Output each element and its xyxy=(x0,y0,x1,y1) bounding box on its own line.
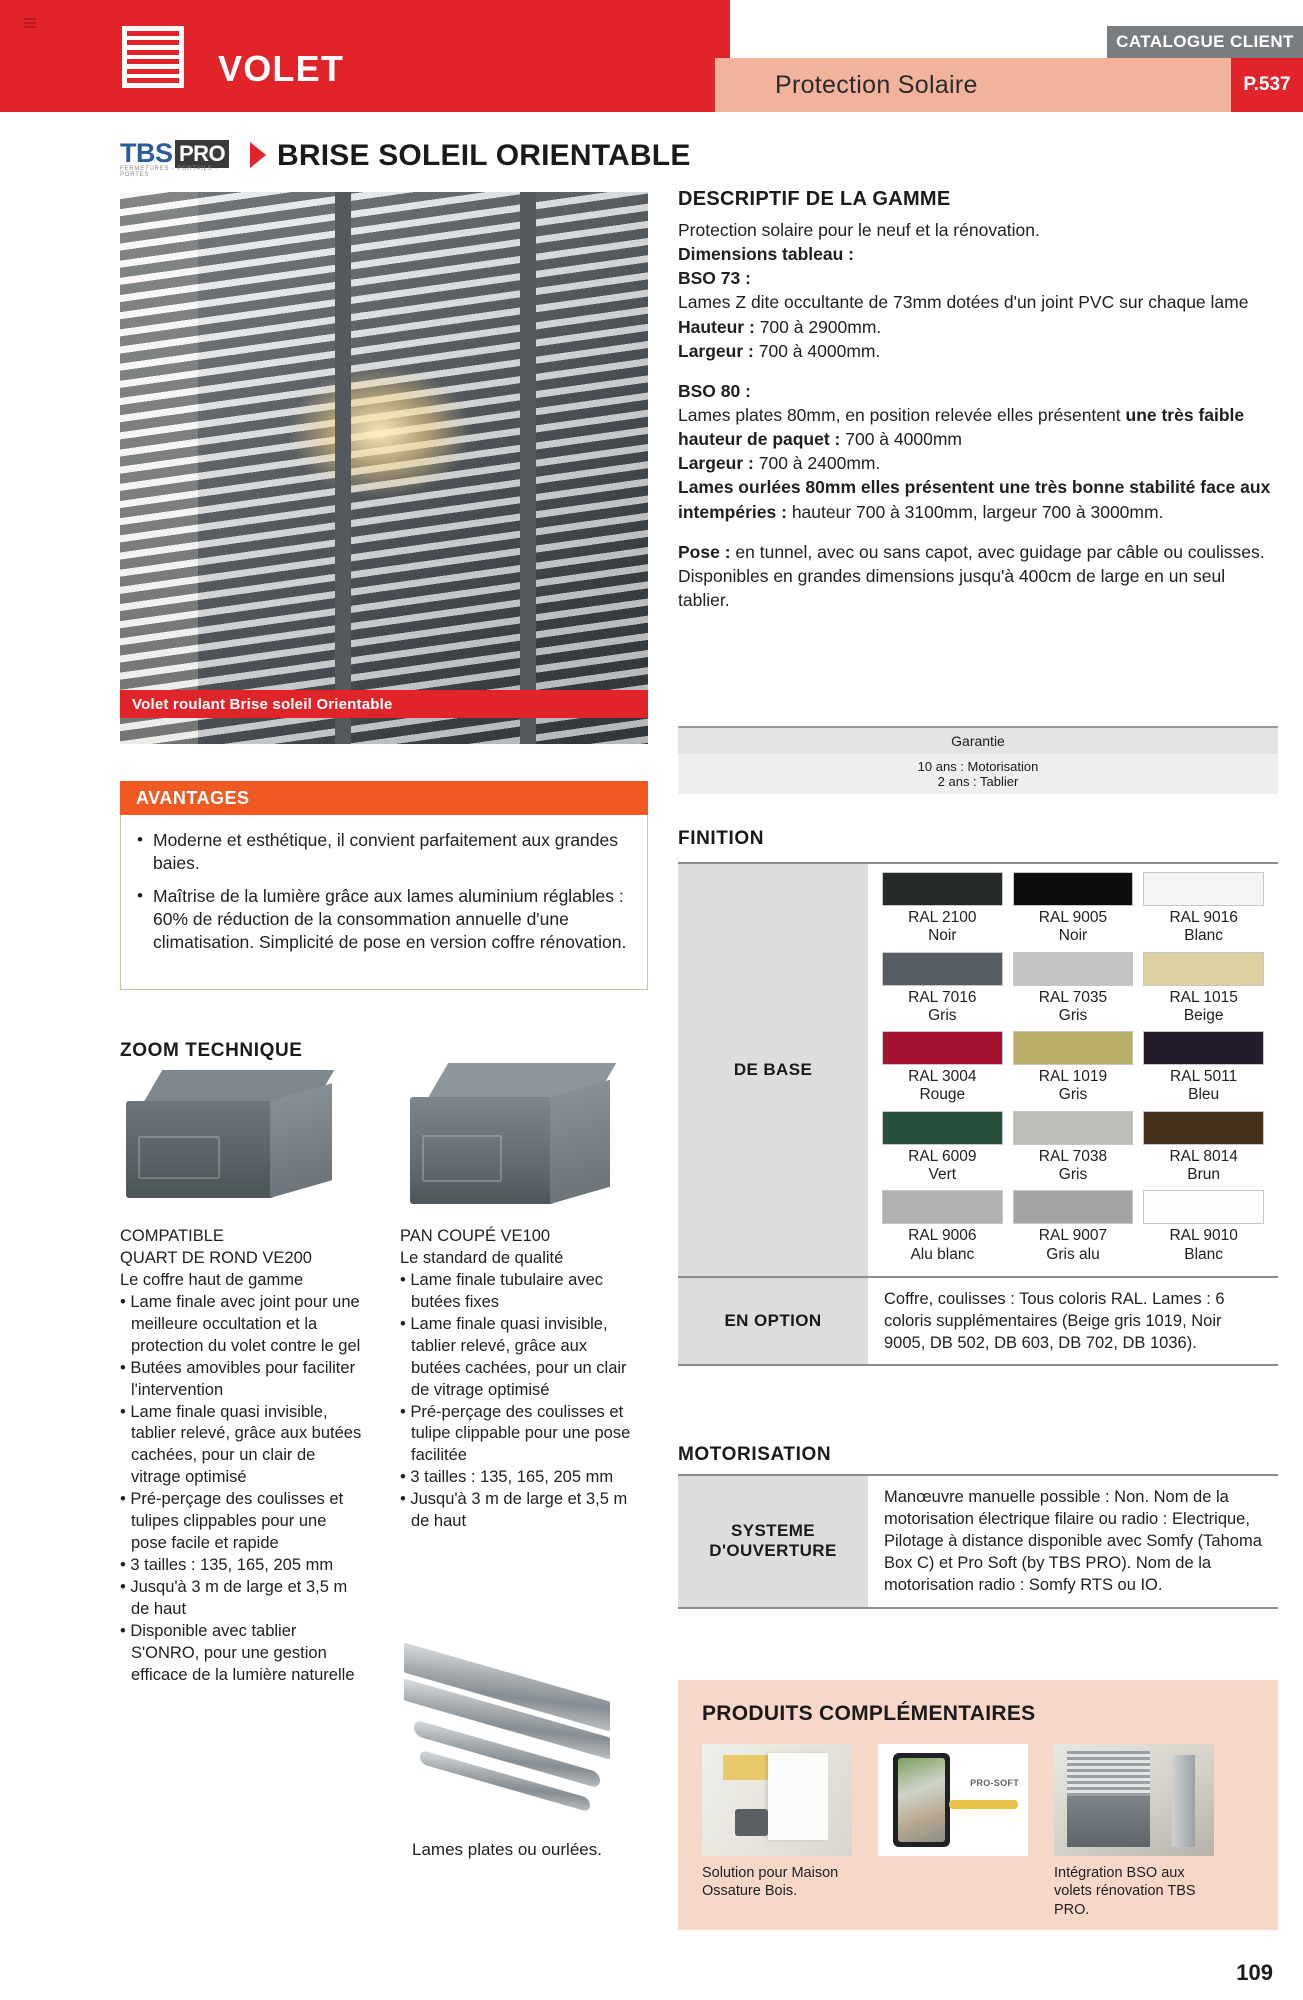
logo-tbs-text: TBS xyxy=(120,138,173,168)
color-swatch xyxy=(882,952,1003,1032)
swatch-chip xyxy=(1013,1111,1134,1145)
swatch-container xyxy=(868,864,1278,1276)
descriptif-body xyxy=(678,218,1278,612)
phone-screen xyxy=(898,1758,945,1842)
col-b-bullet: Jusqu'à 3 m de large et 3,5 m de haut xyxy=(410,1490,628,1531)
complementary-product-3[interactable] xyxy=(1054,1744,1214,1919)
swatch-label: RAL 9005 Noir xyxy=(1038,909,1108,945)
menu-dots-icon xyxy=(24,18,36,34)
zoom-technique-column-a xyxy=(120,1226,365,1687)
list-item: • 3 tailles : 135, 165, 205 mm xyxy=(120,1556,334,1575)
bso73-largeur-label: Largeur : xyxy=(678,340,754,361)
arrow-marker-icon xyxy=(250,142,266,168)
list-item xyxy=(137,829,631,875)
swatch-label: RAL 7016 Gris xyxy=(908,988,977,1024)
pose-value: en tunnel, avec ou sans capot, avec guidage par câble ou coulisses. xyxy=(735,541,1265,562)
swatch-label: RAL 5011 Bleu xyxy=(1170,1068,1238,1104)
swatch-label: RAL 9006 Alu blanc xyxy=(908,1227,977,1263)
swatch-chip xyxy=(1143,1190,1264,1224)
garantie-box xyxy=(678,726,1278,792)
avantages-list xyxy=(120,815,648,990)
swatch-chip xyxy=(882,872,1003,906)
swatch-label: RAL 1015 Beige xyxy=(1169,988,1238,1024)
systeme-ouverture-label: SYSTEME D'OUVERTURE xyxy=(678,1476,868,1607)
bso80-ourlees-label: Lames ourlées 80mm elles présentent une très bonne stabilité face aux intempéries : xyxy=(678,477,1271,522)
swatch-label: RAL 9010 Blanc xyxy=(1169,1227,1238,1263)
color-swatch xyxy=(882,872,1003,952)
pan-coupe-image xyxy=(410,1063,610,1211)
box-inset xyxy=(422,1135,503,1182)
bullet-icon: • xyxy=(137,886,143,906)
garantie-line-2: 2 ans : Tablier xyxy=(937,774,1019,789)
lames-caption: Lames plates ou ourlées. xyxy=(412,1840,602,1859)
shutter-icon xyxy=(122,26,184,88)
bso73-desc: Lames Z dite occultante de 73mm dotées d'un joint PVC sur chaque lame xyxy=(678,292,1249,313)
color-swatch xyxy=(1013,1111,1134,1191)
systeme-ouverture-text: Manœuvre manuelle possible : Non. Nom de la motorisation électrique filaire ou radio : Electrique, Pilotage à distance disponible avec Somfy (Tahoma Box C) et Pro Soft (by TBS PRO). Nom de la motorisation radio : Somfy RTS ou IO. xyxy=(884,1488,1262,1595)
logo-tagline: FERMETURES - PORTAILS - PORTES xyxy=(120,166,218,178)
col-a-subtitle: Le coffre haut de gamme xyxy=(120,1270,304,1289)
color-swatch xyxy=(1013,1031,1134,1111)
bso80-label: BSO 80 : xyxy=(678,380,751,401)
swatch-label: RAL 7035 Gris xyxy=(1038,988,1108,1024)
bso80-largeur-label: Largeur : xyxy=(678,453,754,474)
color-swatch xyxy=(1013,1190,1134,1270)
descriptif-heading: DESCRIPTIF DE LA GAMME xyxy=(678,188,951,210)
swatch-label: RAL 6009 Vert xyxy=(908,1147,977,1183)
avantages-heading: AVANTAGES xyxy=(120,781,648,815)
dimensions-label: Dimensions tableau : xyxy=(678,244,855,265)
avantage-text: Maîtrise de la lumière grâce aux lames aluminium réglables : 60% de réduction de la consommation annuelle d'une climatisation. Simplicité de pose en version coffre rénovation. xyxy=(153,886,627,953)
col-a-bullet: Lame finale avec joint pour une meilleure occultation et la protection du volet contre le gel xyxy=(130,1292,361,1355)
box-front-face xyxy=(126,1101,274,1198)
page-title: BRISE SOLEIL ORIENTABLE xyxy=(277,139,691,172)
garantie-header: Garantie xyxy=(678,728,1278,754)
col-b-bullet: Lame finale quasi invisible, tablier relevé, grâce aux butées cachées, pour un clair de vitrage optimisé xyxy=(410,1314,627,1399)
de-base-label: DE BASE xyxy=(678,864,868,1276)
complementary-product-1[interactable] xyxy=(702,1744,852,1901)
box-side-face xyxy=(550,1080,610,1204)
somfy-logo xyxy=(949,1800,1018,1809)
col-a-bullet: Disponible avec tablier S'ONRO, pour une gestion efficace de la lumière naturelle xyxy=(130,1621,355,1684)
thumb-accent xyxy=(723,1755,774,1780)
col-a-bullet: Butées amovibles pour faciliter l'intervention xyxy=(130,1358,356,1399)
tbs-pro-logo xyxy=(120,138,232,178)
section-band xyxy=(715,58,1231,112)
bso80-largeur-value: 700 à 2400mm. xyxy=(758,453,881,474)
motorisation-table xyxy=(678,1474,1278,1609)
color-swatch xyxy=(1143,1031,1264,1111)
swatch-chip xyxy=(1013,872,1134,906)
list-item: • Lame finale tubulaire avec butées fixes xyxy=(400,1270,603,1311)
swatch-chip xyxy=(1013,952,1134,986)
swatch-chip xyxy=(1013,1031,1134,1065)
lames-profile-image xyxy=(400,1650,620,1830)
page-ref-label: P.537 xyxy=(1243,74,1291,95)
bso73-label: BSO 73 : xyxy=(678,268,751,289)
photo-window-mullion xyxy=(520,192,536,744)
zoom-technique-heading: ZOOM TECHNIQUE xyxy=(120,1040,303,1061)
list-item: • Pré-perçage des coulisses et tulipe clippable pour une pose facilitée xyxy=(400,1402,631,1465)
color-swatch xyxy=(1143,1111,1264,1191)
finition-table xyxy=(678,862,1278,1366)
complementary-product-2[interactable] xyxy=(878,1744,1028,1864)
motorisation-heading: MOTORISATION xyxy=(678,1444,832,1465)
color-swatch xyxy=(1143,872,1264,952)
color-swatch xyxy=(882,1111,1003,1191)
swatch-chip xyxy=(1143,952,1264,986)
col-a-bullet: Lame finale quasi invisible, tablier relevé, grâce aux butées cachées, pour un clair de vitrage optimisé xyxy=(130,1402,362,1487)
bullet-icon: • xyxy=(137,830,143,849)
page-ref-badge xyxy=(1231,58,1303,112)
swatch-chip xyxy=(882,1190,1003,1224)
catalogue-badge: CATALOGUE CLIENT xyxy=(1107,26,1303,58)
bso73-hauteur-label: Hauteur : xyxy=(678,316,755,337)
photo-sun-glow xyxy=(290,367,470,497)
swatch-grid xyxy=(868,872,1278,1270)
col-b-bullet: Lame finale tubulaire avec butées fixes xyxy=(410,1270,603,1311)
swatch-chip xyxy=(1143,872,1264,906)
en-option-content xyxy=(868,1278,1278,1364)
swatch-chip xyxy=(1143,1111,1264,1145)
pro-soft-logo: PRO-SOFT xyxy=(970,1777,1019,1788)
thumb-body xyxy=(1067,1796,1150,1848)
bso80-paquet-label: une très faible hauteur de paquet : xyxy=(678,404,1245,450)
swatch-chip xyxy=(882,1111,1003,1145)
category-title: VOLET xyxy=(218,48,345,89)
list-item: • Lame finale quasi invisible, tablier relevé, grâce aux butées cachées, pour un clair de vitrage optimisé xyxy=(400,1314,627,1399)
swatch-chip xyxy=(882,1031,1003,1065)
pose-label: Pose : xyxy=(678,541,731,562)
col-a-title-line1: COMPATIBLE xyxy=(120,1227,224,1245)
swatch-label: RAL 9007 Gris alu xyxy=(1038,1227,1108,1263)
color-swatch xyxy=(1013,952,1134,1032)
bso80-paquet-value: 700 à 4000mm xyxy=(845,429,962,450)
complementary-product-caption: Solution pour Maison Ossature Bois. xyxy=(702,1865,839,1900)
bso73-largeur-value: 700 à 4000mm. xyxy=(758,340,881,361)
col-a-bullet: Jusqu'à 3 m de large et 3,5 m de haut xyxy=(130,1578,348,1618)
bso80-desc: Lames plates 80mm, en position relevée elles présentent une très faible hauteur de paquet : 700 à 4000mm xyxy=(678,404,1245,450)
table-row xyxy=(678,1476,1278,1609)
col-b-bullet: Pré-perçage des coulisses et tulipe clippable pour une pose facilitée xyxy=(410,1402,631,1465)
swatch-label: RAL 1019 Gris xyxy=(1038,1068,1108,1104)
page-header xyxy=(0,0,1303,112)
color-swatch xyxy=(1143,1190,1264,1270)
thumb-slats xyxy=(1067,1751,1150,1796)
en-option-text: Coffre, coulisses : Tous coloris RAL. Lames : 6 coloris supplémentaires (Beige gris 1019, Noir 9005, DB 502, DB 603, DB 702, DB 1036). xyxy=(884,1289,1225,1353)
list-item: • Lame finale quasi invisible, tablier relevé, grâce aux butées cachées, pour un clair de vitrage optimisé xyxy=(120,1402,362,1487)
color-swatch xyxy=(882,1190,1003,1270)
color-swatch xyxy=(1013,872,1134,952)
swatch-chip xyxy=(882,952,1003,986)
photo-window-mullion xyxy=(335,192,351,744)
box-front-face xyxy=(410,1097,554,1204)
swatch-label: RAL 2100 Noir xyxy=(908,909,977,945)
swatch-label: RAL 9016 Blanc xyxy=(1169,909,1238,945)
photo-caption: Volet roulant Brise soleil Orientable xyxy=(120,690,648,718)
color-swatch xyxy=(882,1031,1003,1111)
section-title: Protection Solaire xyxy=(775,70,978,99)
hero-photo xyxy=(120,192,648,744)
col-a-bullet: 3 tailles : 135, 165, 205 mm xyxy=(130,1556,334,1575)
list-item: • Jusqu'à 3 m de large et 3,5 m de haut xyxy=(120,1578,348,1618)
logo-pro-text: PRO xyxy=(175,140,229,168)
bso-renovation-thumb xyxy=(1054,1744,1214,1856)
pro-soft-app-thumb xyxy=(878,1744,1028,1856)
col-b-title-line1: PAN COUPÉ VE100 xyxy=(400,1227,551,1245)
col-a-bullet: Pré-perçage des coulisses et tulipes clippables pour une pose facile et rapide xyxy=(130,1490,344,1553)
quart-de-rond-image xyxy=(126,1070,331,1205)
swatch-label: RAL 8014 Brun xyxy=(1169,1147,1238,1183)
systeme-ouverture-content xyxy=(868,1476,1278,1607)
box-inset xyxy=(138,1136,221,1179)
folio-page-number: 109 xyxy=(1236,1960,1273,1985)
table-row xyxy=(678,864,1278,1278)
thumb-motor xyxy=(735,1809,768,1836)
swatch-label: RAL 3004 Rouge xyxy=(908,1068,977,1104)
complementary-product-caption xyxy=(878,1856,1028,1864)
header-red-band xyxy=(0,0,730,112)
list-item: • Disponible avec tablier S'ONRO, pour une gestion efficace de la lumière naturelle xyxy=(120,1621,355,1684)
box-side-face xyxy=(270,1083,332,1198)
list-item: • 3 tailles : 135, 165, 205 mm xyxy=(400,1468,614,1487)
col-b-subtitle: Le standard de qualité xyxy=(400,1248,564,1267)
list-item: • Jusqu'à 3 m de large et 3,5 m de haut xyxy=(400,1490,628,1531)
thumb-rail xyxy=(1172,1755,1194,1847)
avantage-text: Moderne et esthétique, il convient parfaitement aux grandes baies. xyxy=(153,830,619,874)
finition-heading: FINITION xyxy=(678,828,765,849)
zoom-technique-column-b xyxy=(400,1226,640,1533)
box-shape xyxy=(126,1070,331,1205)
phone-icon xyxy=(893,1753,950,1847)
produits-complementaires-heading: PRODUITS COMPLÉMENTAIRES xyxy=(702,1702,1036,1725)
descriptif-intro: Protection solaire pour le neuf et la rénovation. xyxy=(678,220,1040,240)
produits-complementaires-panel xyxy=(678,1680,1278,1930)
list-item: • Butées amovibles pour faciliter l'intervention xyxy=(120,1358,356,1399)
garantie-values xyxy=(678,754,1278,794)
bso73-hauteur-value: 700 à 2900mm. xyxy=(759,316,882,337)
maison-ossature-bois-thumb xyxy=(702,1744,852,1856)
list-item xyxy=(137,885,631,954)
list-item: • Lame finale avec joint pour une meilleure occultation et la protection du volet contre le gel xyxy=(120,1292,361,1355)
thumb-panel xyxy=(768,1753,828,1840)
swatch-label: RAL 7038 Gris xyxy=(1038,1147,1108,1183)
en-option-label: EN OPTION xyxy=(678,1278,868,1364)
bso80-ourlees-value: hauteur 700 à 3100mm, largeur 700 à 3000mm. xyxy=(791,501,1164,522)
swatch-chip xyxy=(1143,1031,1264,1065)
swatch-chip xyxy=(1013,1190,1134,1224)
color-swatch xyxy=(1143,952,1264,1032)
pose-extra: Disponibles en grandes dimensions jusqu'à 400cm de large en un seul tablier. xyxy=(678,565,1226,610)
box-shape xyxy=(410,1063,610,1211)
list-item: • Pré-perçage des coulisses et tulipes clippables pour une pose facile et rapide xyxy=(120,1490,344,1553)
col-a-title-line2: QUART DE ROND VE200 xyxy=(120,1248,312,1267)
table-row xyxy=(678,1278,1278,1366)
garantie-line-1: 10 ans : Motorisation xyxy=(917,758,1039,774)
col-b-bullet: 3 tailles : 135, 165, 205 mm xyxy=(410,1468,614,1487)
complementary-product-caption: Intégration BSO aux volets rénovation TBS PRO. xyxy=(1054,1865,1196,1918)
